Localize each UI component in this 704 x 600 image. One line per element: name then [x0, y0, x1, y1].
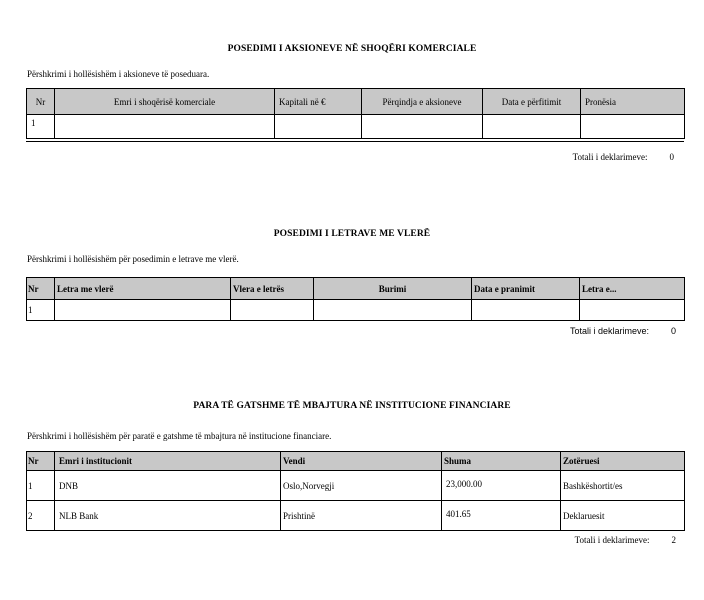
column-header: Përqindja e aksioneve [362, 89, 483, 115]
table-cell [580, 300, 685, 321]
column-header: Vendi [281, 452, 442, 471]
column-header: Kapitali në € [275, 89, 362, 115]
table-cell: DNB [55, 471, 281, 501]
section1-description: Përshkrimi i hollësishëm i aksioneve të poseduara. [27, 69, 210, 79]
column-header: Letra me vlerë [55, 278, 231, 300]
table-row [27, 115, 685, 139]
table-row [27, 471, 685, 501]
table-cell: 401.65 [442, 501, 561, 531]
column-header: Emri i shoqërisë komerciale [55, 89, 275, 115]
section2-description: Përshkrimi i hollësishëm për posedimin e letrave me vlerë. [27, 254, 239, 264]
table-cell: 23,000.00 [442, 471, 561, 501]
table-cell [362, 115, 483, 139]
column-header: Letra e... [580, 278, 685, 300]
total-label: Totali i deklarimeve: [572, 152, 648, 162]
table-cell: 1 [27, 471, 55, 501]
table-cell [55, 115, 275, 139]
table-header-row [27, 452, 685, 471]
table-cell: Prishtinë [281, 501, 442, 531]
table-cell [275, 115, 362, 139]
table-cell: Bashkëshortit/es [561, 471, 685, 501]
column-header: Nr [27, 278, 55, 300]
column-header: Zotëruesi [561, 452, 685, 471]
section1-title: POSEDIMI I AKSIONEVE NË SHOQËRI KOMERCIALE [227, 44, 477, 54]
column-header: Data e përfitimit [483, 89, 581, 115]
table-cell [581, 115, 685, 139]
table-cell [483, 115, 581, 139]
cash-holdings-table [26, 451, 685, 531]
table-cell: NLB Bank [55, 501, 281, 531]
table-cell [55, 300, 231, 321]
table-cell: Oslo,Norvegji [281, 471, 442, 501]
total-value: 0 [670, 326, 676, 336]
section2-total [570, 326, 676, 336]
table-cell: Deklaruesit [561, 501, 685, 531]
column-header: Burimi [314, 278, 472, 300]
column-header: Emri i institucionit [55, 452, 281, 471]
column-header: Vlera e letrës [231, 278, 314, 300]
section2-title: POSEDIMI I LETRAVE ME VLERË [273, 229, 431, 239]
column-header: Pronësia [581, 89, 685, 115]
table-cell: 1 [27, 300, 55, 321]
table-header-row [27, 89, 685, 115]
column-header: Shuma [442, 452, 561, 471]
table-cell [472, 300, 580, 321]
table-row [27, 501, 685, 531]
section3-total [575, 535, 676, 545]
total-value: 2 [671, 535, 676, 545]
table-underline [26, 141, 684, 142]
section1-total [573, 152, 674, 162]
table-cell [231, 300, 314, 321]
shares-table [26, 88, 685, 139]
section3-title: PARA TË GATSHME TË MBAJTURA NË INSTITUCIONE FINANCIARE [193, 401, 511, 411]
column-header: Nr [27, 89, 55, 115]
table-cell: 2 [27, 501, 55, 531]
table-cell [314, 300, 472, 321]
column-header: Data e pranimit [472, 278, 580, 300]
total-label: Totali i deklarimeve: [569, 326, 649, 336]
section3-description: Përshkrimi i hollësishëm për paratë e gatshme të mbajtura në institucione financiare. [27, 431, 332, 441]
securities-table [26, 277, 685, 321]
column-header: Nr [27, 452, 55, 471]
table-cell: 1 [27, 115, 55, 139]
table-header-row [27, 278, 685, 300]
total-label: Totali i deklarimeve: [574, 535, 650, 545]
table-row [27, 300, 685, 321]
total-value: 0 [669, 152, 674, 162]
